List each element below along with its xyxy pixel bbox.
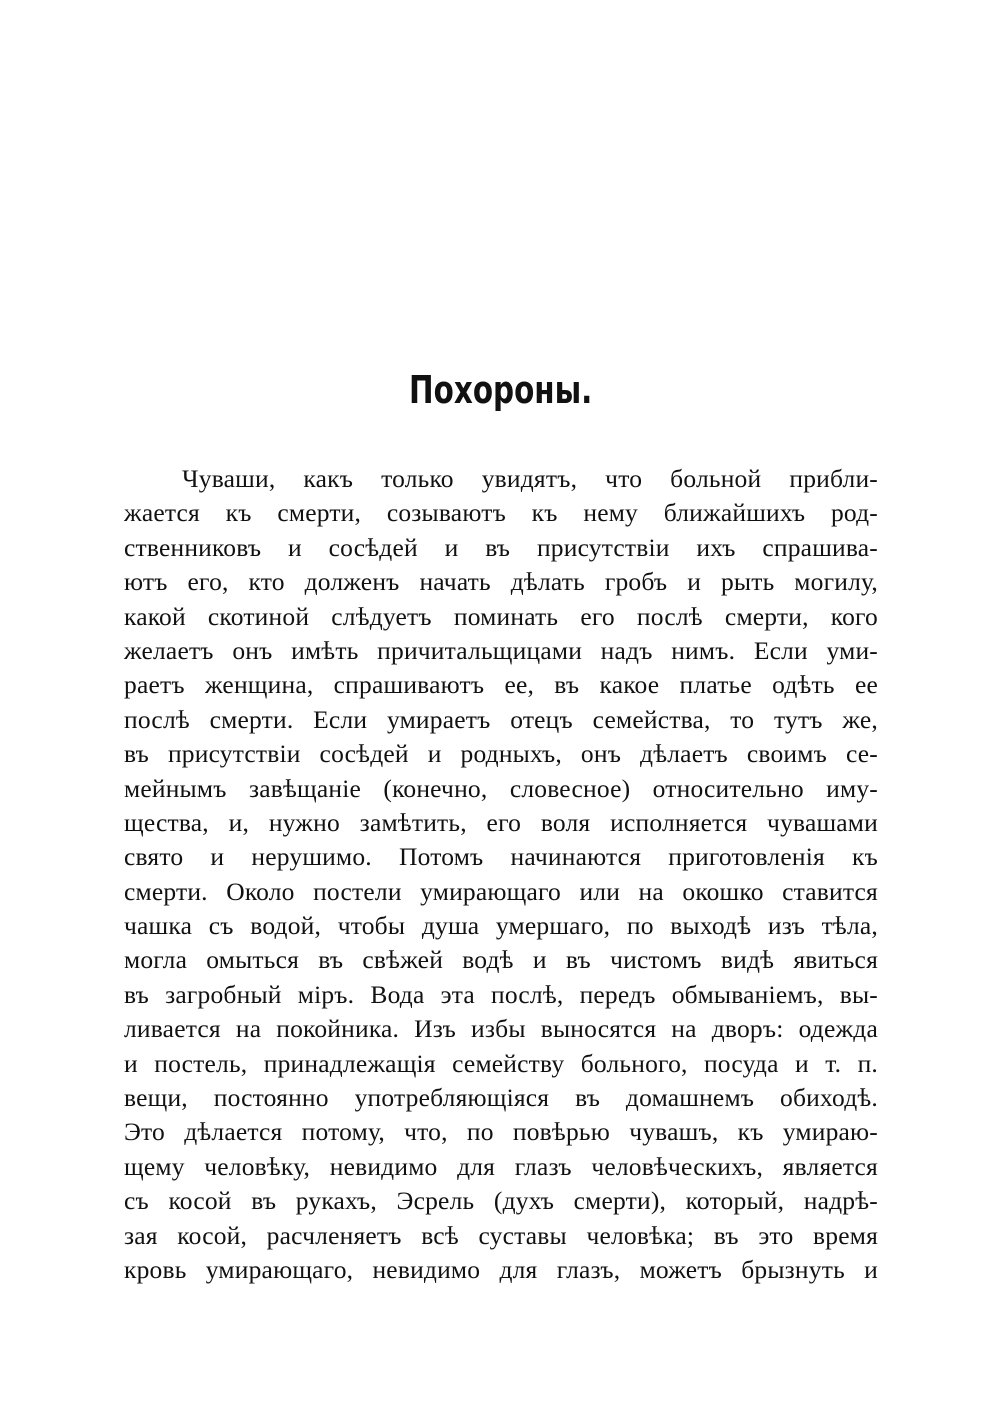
text-line: мейнымъ завѣщаніе (конечно, словесное) относительно иму- [124, 773, 878, 803]
text-line: ственниковъ и сосѣдей и въ присутствіи ихъ спрашива- [124, 532, 878, 562]
text-line: ютъ его, кто долженъ начать дѣлать гробъ и рыть могилу, [124, 567, 878, 597]
text-line: зая косой, расчленяетъ всѣ суставы человѣка; въ это время [124, 1220, 878, 1250]
text-line: и постель, принадлежащія семейству больного, посуда и т. п. [124, 1048, 878, 1078]
text-line: чашка съ водой, чтобы душа умершаго, по выходѣ изъ тѣла, [124, 911, 878, 941]
text-line: свято и нерушимо. Потомъ начинаются приготовленія къ [124, 842, 878, 872]
text-line: щему человѣку, невидимо для глазъ человѣческихъ, является [124, 1151, 878, 1181]
text-line: могла омыться въ свѣжей водѣ и въ чистомъ видѣ явиться [124, 945, 878, 975]
text-line: раетъ женщина, спрашиваютъ ее, въ какое платье одѣть ее [124, 670, 878, 700]
text-line: вещи, постоянно употребляющіяся въ домашнемъ обиходѣ. [124, 1083, 878, 1113]
text-line: желаетъ онъ имѣть причитальщицами надъ нимъ. Если уми- [124, 635, 878, 665]
text-line: въ присутствіи сосѣдей и родныхъ, онъ дѣлаетъ своимъ се- [124, 739, 878, 769]
text-line: какой скотиной слѣдуетъ поминать его послѣ смерти, кого [124, 601, 878, 631]
text-line: жается къ смерти, созываютъ къ нему ближайшихъ род- [124, 498, 878, 528]
body-text [124, 462, 878, 1287]
text-line: щества, и, нужно замѣтить, его воля исполняется чувашами [124, 807, 878, 837]
text-line: смерти. Около постели умирающаго или на окошко ставится [124, 876, 878, 906]
text-line: ливается на покойника. Изъ избы выносятся на дворъ: одежда [124, 1014, 878, 1044]
text-line: кровь умирающаго, невидимо для глазъ, можетъ брызнуть и [124, 1254, 878, 1284]
text-line: въ загробный міръ. Вода эта послѣ, передъ обмываніемъ, вы- [124, 979, 878, 1009]
text-line: послѣ смерти. Если умираетъ отецъ семейства, то тутъ же, [124, 704, 878, 734]
text-line: съ косой въ рукахъ, Эсрель (духъ смерти), который, надрѣ- [124, 1186, 878, 1216]
text-line: Это дѣлается потому, что, по повѣрью чувашъ, къ умираю- [124, 1117, 878, 1147]
text-line: Чуваши, какъ только увидятъ, что больной прибли- [182, 464, 878, 493]
chapter-title: Похороны. [409, 368, 593, 412]
